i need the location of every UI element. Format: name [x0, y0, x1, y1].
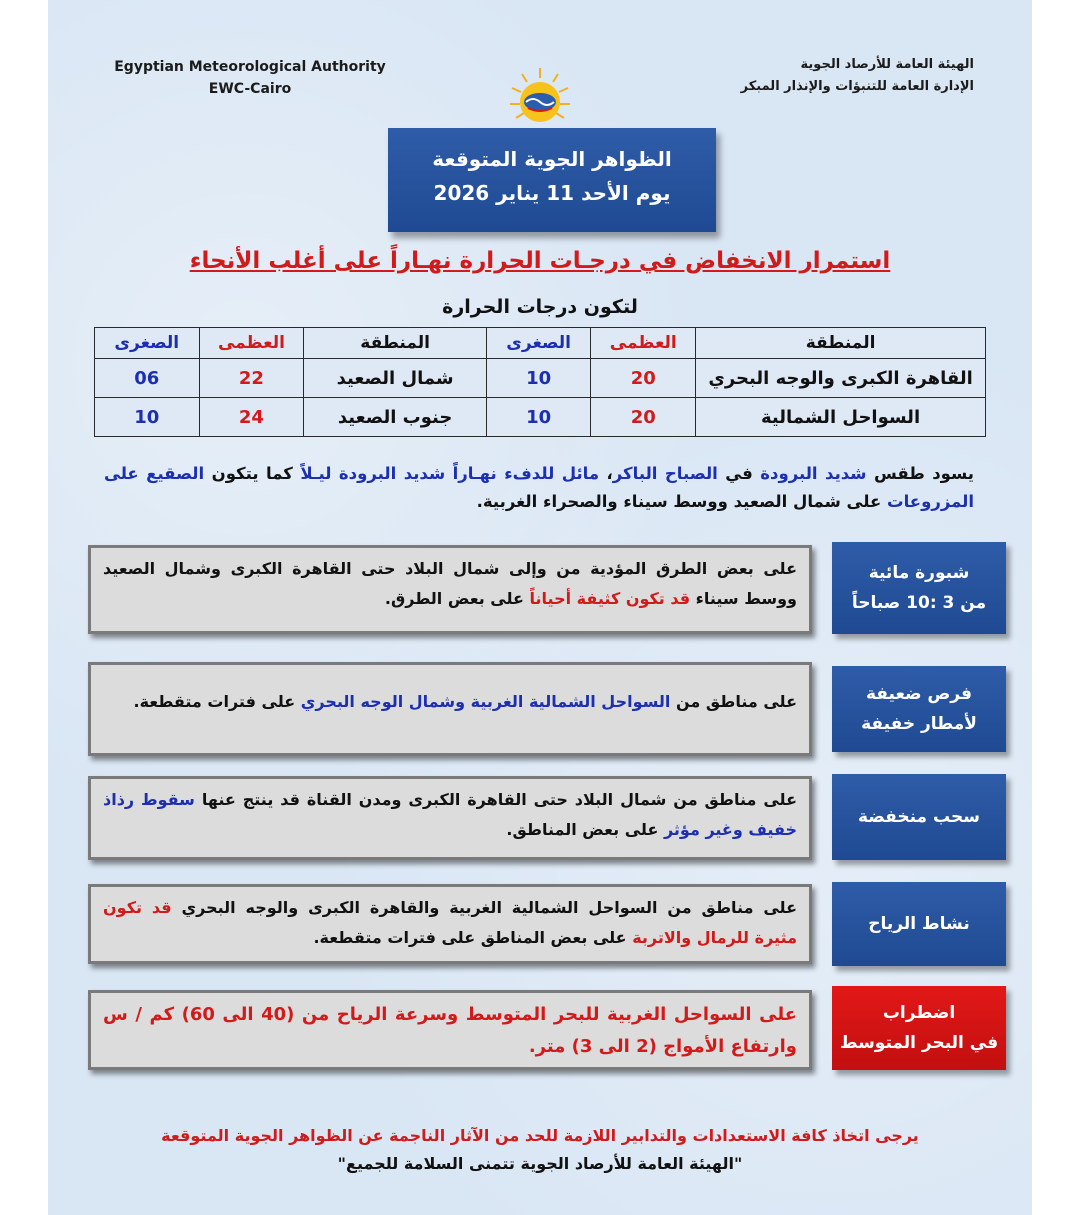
highlight-run: الصباح الباكر [612, 464, 718, 483]
region-cell: جنوب الصعيد [304, 398, 487, 437]
highlight-run: سقوط رذاذ خفيف وغير مؤثر [103, 790, 797, 839]
text-run: يسود طقس [866, 464, 974, 483]
footer-slogan: "الهيئة العامة للأرصاد الجوية تتمنى السلامة للجميع" [337, 1154, 743, 1173]
header-min: الصغرى [486, 328, 591, 359]
forecast-date: يوم الأحد 11 يناير 2026 [433, 181, 671, 205]
rain-description [88, 662, 812, 756]
text-run: على فترات متقطعة. [133, 692, 301, 711]
text-run [445, 464, 452, 483]
text-run: على السواحل الغربية للبحر المتوسط وسرعة الرياح من (40 الى 60) كم / س [103, 1004, 797, 1025]
text-run: كما يتكون [204, 464, 301, 483]
forecast-page [48, 0, 1032, 1215]
tag-title: اضطراب [882, 1003, 956, 1023]
region-cell: السواحل الشمالية [696, 398, 986, 437]
max-temp-cell: 22 [199, 359, 304, 398]
footer [48, 1122, 1032, 1178]
authority-logo [508, 66, 572, 130]
sea-description [88, 990, 812, 1070]
region-cell: القاهرة الكبرى والوجه البحري [696, 359, 986, 398]
org-name-en: Egyptian Meteorological Authority [114, 59, 386, 75]
clouds-tag [832, 774, 1006, 860]
highlight-run: الصقيع على المزروعات [104, 464, 974, 511]
general-weather-paragraph [104, 460, 974, 516]
text-run: وارتفاع الأمواج (2 الى 3) متر. [528, 1036, 797, 1057]
tag-subtitle: من 3 :10 صباحاً [851, 593, 987, 613]
text-run: على بعض الطرق. [384, 589, 530, 608]
temperature-subheading: لتكون درجات الحرارة [442, 296, 638, 318]
phenomenon-row-sea [88, 986, 1018, 1074]
table-row [95, 359, 986, 398]
center-name-en: EWC-Cairo [208, 81, 292, 97]
max-temp-cell: 24 [199, 398, 304, 437]
header-min: الصغرى [95, 328, 200, 359]
table-header-row [95, 328, 986, 359]
header-max: العظمى [199, 328, 304, 359]
highlight-run: شديد البرودة [760, 464, 867, 483]
org-name-ar: الهيئة العامة للأرصاد الجوية [800, 57, 974, 72]
text-run: على بعض الطرق المؤدية من وإلى شمال البلاد حتى القاهرة الكبرى وشمال الصعيد ووسط سيناء [103, 559, 797, 608]
rain-tag [832, 666, 1006, 752]
header-region: المنطقة [696, 328, 986, 359]
tag-title: شبورة مائية [868, 563, 970, 583]
tag-title: فرص ضعيفة [865, 684, 972, 704]
text-run: على مناطق من السواحل الشمالية الغربية والقاهرة الكبرى والوجه البحري [171, 898, 797, 917]
header-region: المنطقة [304, 328, 487, 359]
min-temp-cell: 10 [486, 398, 591, 437]
tag-title: سحب منخفضة [858, 807, 980, 827]
highlight-run: شديد البرودة ليـلاً [300, 464, 446, 483]
clouds-description [88, 776, 812, 860]
phenomenon-row-rain [88, 660, 1018, 760]
tag-subtitle: في البحر المتوسط [839, 1033, 999, 1053]
max-temp-cell: 20 [591, 359, 696, 398]
phenomenon-row-clouds [88, 774, 1018, 864]
fog-description [88, 545, 812, 634]
min-temp-cell: 06 [95, 359, 200, 398]
fog-tag [832, 542, 1006, 634]
page-title: الظواهر الجوية المتوقعة [432, 147, 672, 171]
min-temp-cell: 10 [95, 398, 200, 437]
phenomenon-row-wind [88, 882, 1018, 967]
tag-subtitle: لأمطار خفيفة [861, 714, 977, 734]
max-temp-cell: 20 [591, 398, 696, 437]
header-max: العظمى [591, 328, 696, 359]
department-name-ar: الإدارة العامة للتنبؤات والإنذار المبكر [740, 79, 974, 94]
text-run: على شمال الصعيد ووسط سيناء والصحراء الغربية. [476, 492, 888, 511]
table-row [95, 398, 986, 437]
title-box [388, 128, 716, 232]
text-run: على مناطق من [670, 692, 797, 711]
text-run: على بعض المناطق على فترات متقطعة. [313, 928, 633, 947]
wind-description [88, 884, 812, 964]
temperature-table [94, 327, 986, 437]
headline: استمرار الانخفاض في درجـات الحرارة نهـاراً على أغلب الأنحاء [189, 248, 891, 274]
text-run: في [717, 464, 761, 483]
header-arabic [674, 54, 974, 98]
text-run: ، [599, 464, 613, 483]
highlight-run: وشمال الوجه البحري [300, 692, 466, 711]
wind-tag [832, 882, 1006, 966]
highlight-run: مائل للدفء نهـاراً [452, 464, 600, 483]
highlight-run: السواحل الشمالية الغربية [470, 692, 671, 711]
highlight-run: قد تكون كثيفة أحياناً [529, 589, 691, 608]
tag-title: نشاط الرياح [868, 914, 970, 934]
phenomenon-row-fog [88, 542, 1018, 637]
text-run: على بعض المناطق. [506, 820, 664, 839]
highlight-run: قد تكون مثيرة للرمال والاتربة [103, 898, 797, 947]
region-cell: شمال الصعيد [304, 359, 487, 398]
min-temp-cell: 10 [486, 359, 591, 398]
header-english [110, 56, 390, 100]
text-run: على مناطق من شمال البلاد حتى القاهرة الكبرى ومدن القناة قد ينتج عنها [194, 790, 797, 809]
sea-tag [832, 986, 1006, 1070]
footer-advisory: يرجى اتخاذ كافة الاستعدادات والتدابير اللازمة للحد من الآثار الناجمة عن الظواهر الجوية المتوقعة [161, 1126, 919, 1145]
